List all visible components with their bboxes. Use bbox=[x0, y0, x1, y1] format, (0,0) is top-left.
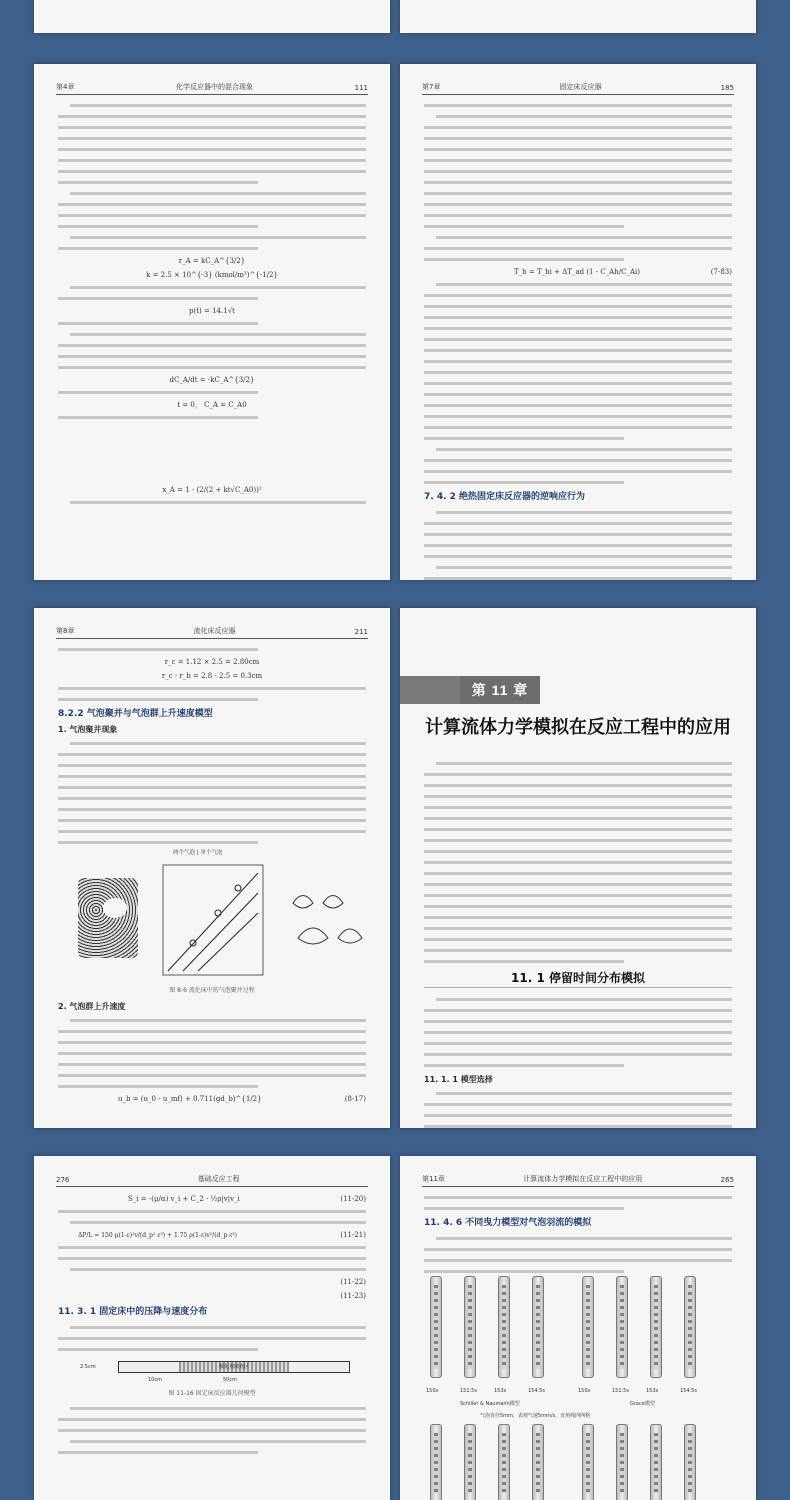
page-body bbox=[58, 100, 366, 552]
page-number: 276 bbox=[56, 1176, 70, 1184]
page-header bbox=[422, 1172, 734, 1187]
paragraph bbox=[424, 994, 732, 1071]
paragraph bbox=[58, 387, 366, 398]
equation-k: k = 2.5 × 10^{-3} (kmol/m³)^{-1/2} bbox=[146, 271, 278, 279]
equation-body: u_b = (u_0 - u_mf) + 0.711(gd_b)^{1/2} bbox=[118, 1095, 262, 1103]
paragraph bbox=[424, 1233, 732, 1277]
page-body bbox=[424, 1192, 732, 1277]
subsection-heading: 11. 1. 1 模型选择 bbox=[424, 1075, 493, 1084]
simulation-tube bbox=[532, 1276, 544, 1378]
page-body bbox=[58, 1192, 366, 1458]
paragraph bbox=[58, 497, 366, 508]
paragraph bbox=[58, 318, 366, 373]
paragraph bbox=[424, 279, 732, 488]
simulation-tube bbox=[650, 1276, 662, 1378]
section-heading: 8.2.2 气泡聚并与气泡群上升速度模型 bbox=[58, 709, 213, 719]
chapter-label: 第7章 bbox=[422, 83, 441, 91]
bubble-hole bbox=[103, 898, 127, 918]
figure-label: 两个气泡 | 单个气泡 bbox=[173, 850, 223, 856]
simulation-tube bbox=[464, 1424, 476, 1500]
page-number: 111 bbox=[354, 84, 368, 92]
simulation-tube bbox=[430, 1424, 442, 1500]
page-fragment-top-right bbox=[400, 0, 756, 33]
chapter-running-title: 化学反应器中的混合现象 bbox=[176, 83, 254, 91]
figure-caption: 图 8-6 流化床中的气泡聚并过程 bbox=[169, 987, 255, 994]
paragraph bbox=[58, 1322, 366, 1355]
book-page-chapter-11 bbox=[400, 608, 756, 1128]
simulation-snapshots-row-2 bbox=[430, 1424, 730, 1500]
tube-time-label: 151.5s bbox=[460, 1388, 477, 1394]
page-number: 211 bbox=[354, 628, 368, 636]
chapter-title: 计算流体力学模拟在反应工程中的应用 bbox=[425, 717, 731, 737]
calc-line-2: r_c - r_b = 2.8 - 2.5 = 0.3cm bbox=[161, 672, 263, 680]
paragraph bbox=[58, 100, 366, 232]
chapter-running-title: 流化床反应器 bbox=[193, 627, 236, 635]
tube-time-label: 153s bbox=[646, 1388, 659, 1394]
zone-label: 催化剂填充区 bbox=[218, 1364, 249, 1370]
chapter-label: 第8章 bbox=[56, 627, 75, 635]
dim-inlet: 10cm bbox=[148, 1377, 162, 1383]
page-header bbox=[56, 1172, 368, 1187]
paragraph bbox=[424, 1088, 732, 1128]
page-body bbox=[424, 100, 732, 580]
paragraph bbox=[58, 644, 366, 655]
page-header bbox=[56, 80, 368, 95]
bubble-trajectory-plot bbox=[158, 853, 268, 983]
paragraph bbox=[58, 738, 366, 848]
equation-11-20 bbox=[58, 1192, 366, 1206]
equation-xa: x_A = 1 - (2/(2 + kt√C_A0))² bbox=[162, 486, 262, 494]
book-page-111 bbox=[34, 64, 390, 580]
page-number: 265 bbox=[720, 1176, 734, 1184]
figure-caption: 图 11-16 固定床反应器几何模型 bbox=[168, 1390, 256, 1397]
page-number: 185 bbox=[720, 84, 734, 92]
equation-body: S_i = -(μ/α) v_i + C_2 · ½ρ|v|v_i bbox=[128, 1195, 240, 1203]
simulation-tube bbox=[498, 1276, 510, 1378]
reactor-geometry bbox=[118, 1361, 350, 1373]
condition-caption: 气泡直径5mm，表观气速5mm/s，直角线四网格 bbox=[480, 1413, 591, 1419]
chapter-running-title: 计算流体力学模拟在反应工程中的应用 bbox=[523, 1175, 643, 1183]
simulation-tube bbox=[532, 1424, 544, 1500]
paragraph bbox=[424, 507, 732, 580]
paragraph bbox=[58, 1242, 366, 1275]
tube-time-label: 151.5s bbox=[612, 1388, 629, 1394]
tube-time-label: 154.5s bbox=[680, 1388, 697, 1394]
dim-diameter: 2.5cm bbox=[80, 1364, 96, 1370]
paragraph bbox=[424, 758, 732, 967]
page-header bbox=[422, 80, 734, 95]
simulation-tube bbox=[430, 1276, 442, 1378]
subsection-heading: 2. 气泡群上升速度 bbox=[58, 1002, 126, 1011]
paragraph bbox=[58, 412, 366, 423]
simulation-snapshots-row-1 bbox=[430, 1276, 730, 1376]
bubble-image-left bbox=[78, 878, 138, 958]
section-heading: 7. 4. 2 绝热固定床反应器的逆响应行为 bbox=[424, 492, 586, 502]
section-heading: 11. 4. 6 不同曳力模型对气泡羽流的模拟 bbox=[424, 1218, 592, 1228]
book-page-211 bbox=[34, 608, 390, 1128]
book-page-276 bbox=[34, 1156, 390, 1500]
tube-time-label: 150s bbox=[426, 1388, 439, 1394]
equation-number: (11-21) bbox=[340, 1231, 366, 1239]
simulation-tube bbox=[650, 1424, 662, 1500]
paragraph bbox=[58, 1403, 366, 1458]
simulation-tube bbox=[684, 1424, 696, 1500]
equation-8-17 bbox=[58, 1092, 366, 1106]
simulation-tube bbox=[616, 1424, 628, 1500]
figure-11-16 bbox=[58, 1355, 366, 1403]
calc-line-1: r_c = 1.12 × 2.5 = 2.80cm bbox=[164, 658, 260, 666]
simulation-tube bbox=[498, 1424, 510, 1500]
simulation-tube bbox=[684, 1276, 696, 1378]
dim-length: 50cm bbox=[223, 1377, 237, 1383]
chapter-running-title: 固定床反应器 bbox=[559, 83, 602, 91]
page-fragment-top-left bbox=[34, 0, 390, 33]
legend-schiller: Schiller & Naumann模型 bbox=[460, 1401, 520, 1407]
chapter-label: 第4章 bbox=[56, 83, 75, 91]
equation-11-23: (11-23) bbox=[340, 1292, 366, 1300]
page-body bbox=[58, 644, 366, 1106]
equation-number: (7-83) bbox=[710, 268, 732, 276]
paragraph bbox=[58, 282, 366, 304]
paragraph bbox=[424, 100, 732, 265]
simulation-tube bbox=[582, 1276, 594, 1378]
equation-body: T_h = T_hi + ΔT_ad (1 - C_Ah/C_Ai) bbox=[514, 268, 640, 276]
equation-number: (11-20) bbox=[340, 1195, 366, 1203]
simulation-tube bbox=[464, 1276, 476, 1378]
bubble-shapes bbox=[283, 883, 373, 963]
equation-11-21 bbox=[58, 1228, 366, 1242]
snapshot-labels-row-1 bbox=[426, 1388, 730, 1398]
equation-p: p(t) = 14.1√t bbox=[189, 307, 235, 315]
equation-dc: dC_A/dt = -kC_A^{3/2} bbox=[169, 376, 255, 384]
book-page-265 bbox=[400, 1156, 756, 1500]
legend-grace: Grace模型 bbox=[630, 1401, 655, 1407]
tube-time-label: 150s bbox=[578, 1388, 591, 1394]
section-heading: 11. 3. 1 固定床中的压降与速度分布 bbox=[58, 1307, 208, 1317]
equation-rate: r_A = kC_A^{3/2} bbox=[178, 257, 246, 265]
example-paragraph bbox=[58, 232, 366, 254]
paragraph bbox=[58, 1015, 366, 1092]
equation-number: (8-17) bbox=[344, 1095, 366, 1103]
paragraph bbox=[58, 1206, 366, 1228]
chapter-tag: 第 11 章 bbox=[460, 676, 540, 704]
paragraph bbox=[424, 1192, 732, 1214]
simulation-tube bbox=[616, 1276, 628, 1378]
page-header bbox=[56, 624, 368, 639]
page-body bbox=[424, 758, 732, 1128]
equation-7-83 bbox=[424, 265, 732, 279]
book-running-title: 基础反应工程 bbox=[197, 1175, 240, 1183]
section-heading: 11. 1 停留时间分布模拟 bbox=[424, 973, 732, 988]
paragraph bbox=[58, 683, 366, 705]
chapter-label: 第11章 bbox=[422, 1175, 445, 1183]
tube-time-label: 153s bbox=[494, 1388, 507, 1394]
tube-time-label: 154.5s bbox=[528, 1388, 545, 1394]
integral-block bbox=[58, 423, 366, 483]
subsection-heading: 1. 气泡聚并现象 bbox=[58, 725, 118, 734]
integral-block-2 bbox=[58, 508, 366, 552]
book-page-185 bbox=[400, 64, 756, 580]
initial-condition: t = 0， C_A = C_A0 bbox=[177, 401, 247, 409]
figure-8-6 bbox=[58, 848, 366, 998]
equation-body: ΔP/L = 150 μ(1-ε)²v/(d_p² ε³) + 1.75 ρ(1-ε)v²/(d_p ε³) bbox=[78, 1232, 237, 1239]
simulation-tube bbox=[582, 1424, 594, 1500]
equation-11-22: (11-22) bbox=[340, 1278, 366, 1286]
